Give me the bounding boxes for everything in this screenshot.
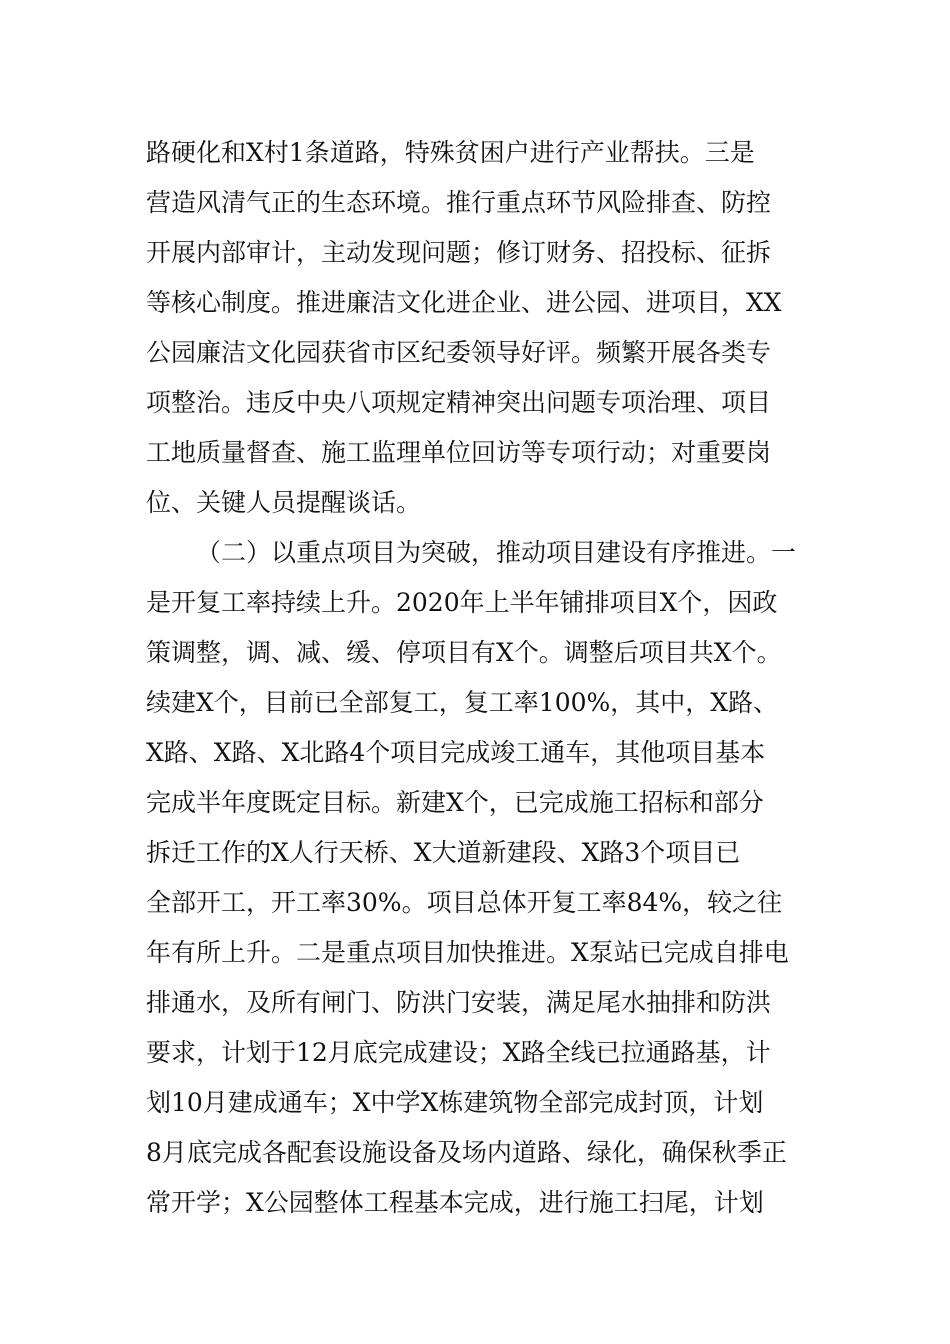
text-line: 项整治。违反中央八项规定精神突出问题专项治理、项目 [146, 388, 772, 417]
text-line: 常开学；X公园整体工程基本完成，进行施工扫尾，计划 [146, 1188, 764, 1217]
text-line: 策调整，调、减、缓、停项目有X个。调整后项目共X个。 [146, 638, 782, 667]
text-line: 工地质量督查、施工监理单位回访等专项行动；对重要岗 [146, 438, 772, 467]
text-line: 公园廉洁文化园获省市区纪委领导好评。频繁开展各类专 [146, 338, 772, 367]
text-line: 路硬化和X村1条道路，特殊贫困户进行产业帮扶。三是 [146, 138, 755, 167]
text-line: 完成半年度既定目标。新建X个，已完成施工招标和部分 [146, 788, 764, 817]
text-line: 全部开工，开工率30%。项目总体开复工率84%，较之往 [146, 888, 783, 917]
document-body [146, 128, 836, 1228]
text-line: 8月底完成各配套设施设备及场内道路、绿化，确保秋季正 [146, 1138, 787, 1167]
text-line: 是开复工率持续上升。2020年上半年铺排项目X个，因政 [146, 588, 778, 617]
text-line: 营造风清气正的生态环境。推行重点环节风险排查、防控 [146, 188, 772, 217]
text-line: 要求，计划于12月底完成建设；X路全线已拉通路基，计 [146, 1038, 771, 1067]
section-heading-line: （二）以重点项目为突破，推动项目建设有序推进。一 [196, 538, 797, 567]
text-line: 排通水，及所有闸门、防洪门安装，满足尾水抽排和防洪 [146, 988, 772, 1017]
text-line: 等核心制度。推进廉洁文化进企业、进公园、进项目，XX [146, 288, 782, 317]
text-line: 位、关键人员提醒谈话。 [146, 488, 422, 517]
text-line: 开展内部审计，主动发现问题；修订财务、招投标、征拆 [146, 238, 772, 267]
text-line: 年有所上升。二是重点项目加快推进。X泵站已完成自排电 [146, 938, 789, 967]
text-line: 续建X个，目前已全部复工，复工率100%，其中，X路、 [146, 688, 779, 717]
text-line: X路、X路、X北路4个项目完成竣工通车，其他项目基本 [146, 738, 766, 767]
text-line: 划10月建成通车；X中学X栋建筑物全部完成封顶，计划 [146, 1088, 764, 1117]
text-line: 拆迁工作的X人行天桥、X大道新建段、X路3个项目已 [146, 838, 741, 867]
